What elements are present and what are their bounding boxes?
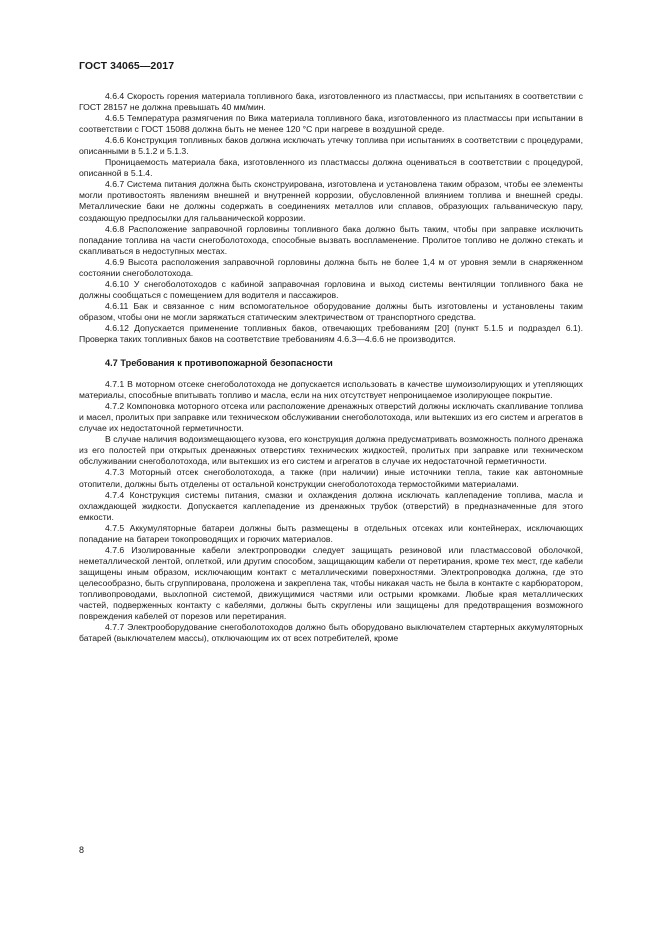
paragraph-4-6-10: 4.6.10 У снегоболотоходов с кабиной заправочная горловина и выход системы вентиляции топливного бака не должны сообщаться с помещением для водителя и пассажиров. [79,278,583,300]
paragraph-4-6-4: 4.6.4 Скорость горения материала топливного бака, изготовленного из пластмассы, при испытаниях в соответствии с ГОСТ 28157 не должна превышать 40 мм/мин. [79,91,583,113]
section-heading: 4.7 Требования к противопожарной безопасности [105,358,333,369]
section-4-7 [79,357,583,644]
paragraph-4-7-1: 4.7.1 В моторном отсеке снегоболотохода не допускается использовать в качестве шумоизолирующих и утепляющих материалы, способные впитывать топливо и масла, если на них отсутствует непроницаемое изолирующее покрытие. [79,379,583,401]
section-4-6-continued [79,91,583,345]
paragraph-4-7-3: 4.7.3 Моторный отсек снегоболотохода, а также (при наличии) иные источники тепла, такие как автономные отопители, должны быть отделены от остальной конструкции снегоболотохода термостойкими материалами. [79,467,583,489]
paragraph-4-6-6: 4.6.6 Конструкция топливных баков должна исключать утечку топлива при испытаниях в соответствии с процедурами, описанными в 5.1.2 и 5.1.3. [79,135,583,157]
paragraph-4-6-12: 4.6.12 Допускается применение топливных баков, отвечающих требованиям [20] (пункт 5.1.5 и подраздел 6.1). Проверка таких топливных баков на соответствие требованиям 4.6.3—4.6.6 не производится. [79,322,583,345]
paragraph-4-7-4: 4.7.4 Конструкция системы питания, смазки и охлаждения должна исключать каплепадение топлива, масла и охлаждающей жидкости. Допускается каплепадение из дренажных трубок (отверстий) в предназначенные для этого емкости. [79,489,583,522]
paragraph-4-7-6: 4.7.6 Изолированные кабели электропроводки следует защищать резиновой или пластмассовой оболочкой, неметаллической лентой, оплеткой, или другим способом, защищающим кабели от перетирания, кроме тех мест, где кабели защищены иным образом, исключающим контакт с металлическими поверхностями. Электропроводка должна, где это целесообразно, быть сгруппирована, проложена и закреплена так, чтобы никакая часть не была в контакте с карбюратором, топливопроводами, выхлопной системой, движущимися частями или острыми кромками. Любые края металлических частей, подверженных контакту с кабелями, должны быть скруглены или защищены для предотвращения возможного повреждения кабелей от порезов или перетирания. [79,544,583,622]
paragraph-permeability: Проницаемость материала бака, изготовленного из пластмассы должна оцениваться в соответствии с процедурой, описанной в 5.1.4. [79,157,583,179]
paragraph-4-6-11: 4.6.11 Бак и связанное с ним вспомогательное оборудование должны быть изготовлены и установлены таким образом, чтобы они не могли заряжаться статическим электричеством от транспортного средства. [79,300,583,322]
paragraph-4-7-2: 4.7.2 Компоновка моторного отсека или расположение дренажных отверстий должны исключать скапливание топлива и масел, пролитых при заправке или техническом обслуживании снегоболотохода, или вытекших из его систем и агрегатов в случае их недостаточной герметичности. [79,401,583,434]
paragraph-4-6-8: 4.6.8 Расположение заправочной горловины топливного бака должно быть таким, чтобы при заправке исключить попадание топлива на части снегоболотохода, способные вызвать воспламенение. Пролитое топливо не должно стекать и скапливаться в недоступных местах. [79,223,583,256]
paragraph-4-6-5: 4.6.5 Температура размягчения по Вика материала топливного бака, изготовленного из пластмассы при испытании в соответствии с ГОСТ 15088 должна быть не менее 120 °С при нагреве в воздушной среде. [79,113,583,135]
document-header: ГОСТ 34065—2017 [79,60,175,72]
paragraph-4-6-7: 4.6.7 Система питания должна быть сконструирована, изготовлена и установлена таким образом, чтобы ее элементы могли противостоять явлениям внешней и внутренней коррозии, обусловленной влиянием топлива и внешней среды. Металлические баки не должны содержать в соединениях металлов или сплавов, образующих гальваническую пару, создающую предпосылки для гальванической коррозии. [79,179,583,223]
paragraph-4-6-9: 4.6.9 Высота расположения заправочной горловины должна быть не более 1,4 м от уровня земли в снаряженном состоянии снегоболотохода. [79,256,583,278]
paragraph-4-7-5: 4.7.5 Аккумуляторные батареи должны быть размещены в отдельных отсеках или контейнерах, исключающих попадание на батареи токопроводящих и горючих материалов. [79,522,583,544]
document-body [79,91,583,644]
paragraph-hull-drainage: В случае наличия водоизмещающего кузова, его конструкция должна предусматривать возможность полного дренажа из его полостей при открытых дренажных отверстиях технических жидкостей, пролитых при заправке или техническом обслуживании снегоболотохода, или вытекших из его систем и агрегатов в случае их недостаточной герметичности. [79,434,583,467]
paragraph-4-7-7: 4.7.7 Электрооборудование снегоболотоходов должно быть оборудовано выключателем стартерных аккумуляторных батарей (выключателем массы), отключающим их от всех потребителей, кроме [79,622,583,644]
page-number: 8 [79,845,85,855]
